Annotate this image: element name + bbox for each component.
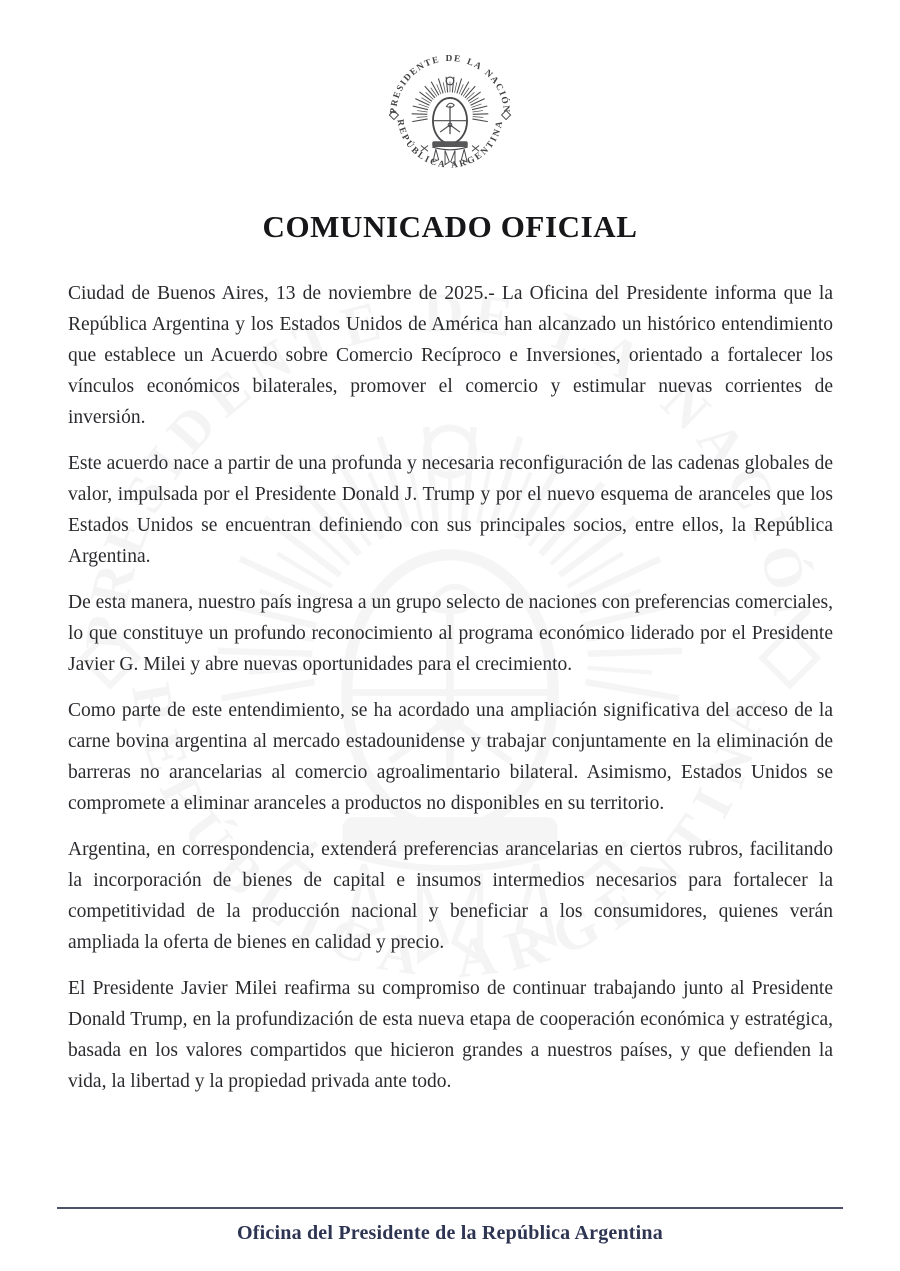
- footer: [0, 1207, 900, 1245]
- paragraph-tariff-preferences: Argentina, en correspondencia, extenderá preferencias arancelarias en ciertos rubros, facilitando la incorporación de bienes de capital e insumos intermedios necesarios para fortalecer la competitividad de la producción nacional y beneficiar a los consumidores, quienes verán ampliada la oferta de bienes en calidad y precio.: [68, 839, 833, 953]
- paragraph-agreement-origin: Este acuerdo nace a partir de una profunda y necesaria reconfiguración de las cadenas globales de valor, impulsada por el Presidente Donald J. Trump y por el nuevo esquema de aranceles que los Estados Unidos se encuentran definiendo con sus principales socios, entre ellos, la República Argentina.: [68, 453, 833, 567]
- seal-header: [0, 0, 900, 186]
- paragraph-beef-access: Como parte de este entendimiento, se ha acordado una ampliación significativa del acceso de la carne bovina argentina al mercado estadounidense y trabajar conjuntamente en la eliminación de barreras no arancelarias al comercio agroalimentario bilateral. Asimismo, Estados Unidos se compromete a eliminar aranceles a productos no disponibles en su territorio.: [68, 700, 833, 814]
- paragraph-milei-commitment: El Presidente Javier Milei reafirma su compromiso de continuar trabajando junto al Presidente Donald Trump, en la profundización de esta nueva etapa de cooperación económica y estratégica, basada en los valores compartidos que hicieron grandes a nuestros países, y que defienden la vida, la libertad y la propiedad privada ante todo.: [68, 978, 833, 1092]
- footer-divider: [57, 1207, 843, 1209]
- footer-office-name: Oficina del Presidente de la República Argentina: [237, 1222, 663, 1244]
- paragraph-date-announcement: Ciudad de Buenos Aires, 13 de noviembre de 2025.- La Oficina del Presidente informa que la República Argentina y los Estados Unidos de América han alcanzado un histórico entendimiento que establece un Acuerdo sobre Comercio Recíproco e Inversiones, orientado a fortalecer los vínculos económicos bilaterales, promover el comercio y estimular nuevas corrientes de inversión.: [68, 283, 833, 428]
- paragraph-select-group: De esta manera, nuestro país ingresa a un grupo selecto de naciones con preferencias comerciales, lo que constituye un profundo reconocimiento al programa económico liderado por el Presidente Javier G. Milei y abre nuevas oportunidades para el crecimiento.: [68, 592, 833, 675]
- communique-body: [68, 278, 833, 1097]
- presidential-seal: [379, 44, 521, 186]
- page-title: COMUNICADO OFICIAL: [262, 209, 638, 244]
